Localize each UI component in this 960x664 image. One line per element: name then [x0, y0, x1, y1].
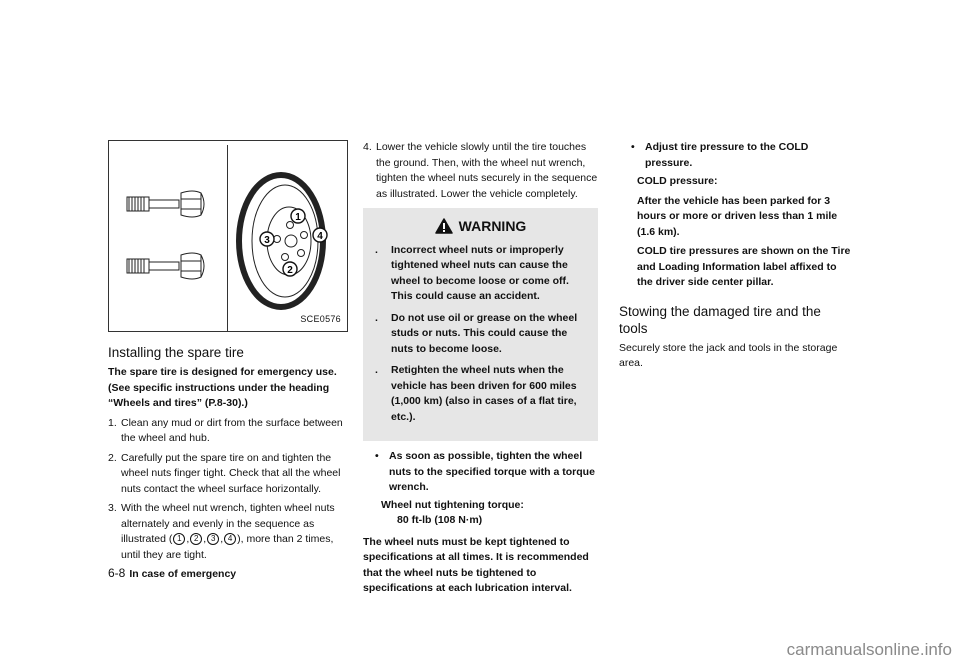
tightened-paragraph: The wheel nuts must be kept tightened to specifications at all times. It is recommended that the wheel nuts be tightened to specifications at each lubrication interval. — [363, 535, 589, 594]
column-1 — [108, 140, 348, 567]
lug-bolt-icon — [127, 259, 179, 273]
circle-num-4: 4 — [224, 533, 236, 545]
column-2 — [363, 140, 598, 601]
circle-num-2: 2 — [190, 533, 202, 545]
step-1: 1. Clean any mud or dirt from the surface between the wheel and hub. — [108, 416, 348, 447]
step-text: Lower the vehicle slowly until the tire touches the ground. Then, with the wheel nut wrench, tighten the wheel nuts securely in the sequence as illustrated. Lower the vehicle completely. — [376, 141, 598, 200]
svg-text:2: 2 — [287, 265, 293, 276]
section-title-stowing: Stowing the damaged tire and the tools — [619, 303, 821, 336]
lug-callout-3 — [260, 232, 274, 246]
warning-item: . Do not use oil or grease on the wheel studs or nuts. This could cause the nuts to become loose. — [375, 311, 578, 355]
step-3: 3. With the wheel nut wrench, tighten wheel nuts alternately and evenly in the sequence as illustrated ( 1 , 2 , 3 , 4 ), more than 2 times, until they are tight. — [108, 501, 348, 563]
cold-definition: After the vehicle has been parked for 3 hours or more or driven less than 1 mile (1.6 km). — [637, 194, 838, 238]
wheel-icon — [239, 175, 323, 307]
lug-nut-icon — [181, 191, 204, 217]
step-text: Clean any mud or dirt from the surface between the wheel and hub. — [121, 416, 343, 444]
warning-item: . Retighten the wheel nuts when the vehicle has been driven for 600 miles (1,000 km) (also in cases of a flat tire, etc.). — [375, 364, 577, 423]
figure-code: SCE0576 — [300, 313, 341, 324]
cold-label: COLD pressure: — [637, 175, 718, 187]
warning-box — [363, 208, 598, 441]
cold-note: COLD tire pressures are shown on the Tire and Loading Information label affixed to the driver side center pillar. — [637, 245, 851, 288]
circle-num-1: 1 — [173, 533, 185, 545]
torque-label: Wheel nut tightening torque: — [381, 498, 524, 511]
section-title-installing: Installing the spare tire — [108, 345, 244, 360]
svg-text:4: 4 — [317, 231, 323, 242]
lug-callout-4 — [313, 228, 327, 242]
page-number: 6-8 — [108, 566, 126, 580]
warning-title: WARNING — [458, 218, 527, 234]
lug-callout-2 — [283, 262, 297, 276]
torque-bullet: • As soon as possible, tighten the wheel nuts to the specified torque with a torque wrench. — [375, 450, 595, 493]
circle-num-3: 3 — [207, 533, 219, 545]
step-4: 4. Lower the vehicle slowly until the tire touches the ground. Then, with the wheel nut wrench, tighten the wheel nuts securely in the sequence as illustrated. Lower the vehicle completely. — [363, 140, 598, 202]
tire-figure — [108, 140, 348, 332]
page-footer — [108, 566, 236, 580]
wheel-nut-illustration — [109, 141, 347, 331]
footer-section: In case of emergency — [129, 568, 237, 580]
torque-value: 80 ft-lb (108 N·m) — [397, 514, 483, 526]
lug-nut-icon — [181, 253, 204, 279]
svg-text:3: 3 — [264, 235, 270, 246]
cold-pressure-bullet: • Adjust tire pressure to the COLD pressure. — [631, 141, 809, 169]
intro-text: The spare tire is designed for emergency use. (See specific instructions under the heading “Wheels and tires” (P.8-30).) — [108, 366, 337, 409]
watermark: carmanualsonline.info — [786, 640, 952, 659]
column-3 — [619, 140, 853, 376]
warning-triangle-icon — [435, 218, 453, 234]
step-text: Carefully put the spare tire on and tighten the wheel nuts finger tight. Check that all the wheel nuts contact the wheel surface horizontally. — [121, 451, 341, 495]
figure-divider — [227, 145, 228, 331]
lug-callout-1 — [291, 209, 305, 223]
warning-header — [373, 218, 588, 235]
warning-item: . Incorrect wheel nuts or improperly tightened wheel nuts can cause the wheel to become loose or come off. This could cause an accident. — [375, 243, 569, 302]
lug-bolt-icon — [127, 197, 179, 211]
step-text: With the wheel nut wrench, tighten wheel nuts alternately and evenly in the sequence as illustrated ( 1 , 2 , 3 , 4 ), more than 2 times, until they are tight. — [121, 502, 335, 561]
stowing-text: Securely store the jack and tools in the storage area. — [619, 341, 838, 369]
svg-text:1: 1 — [295, 212, 301, 223]
step-2: 2. Carefully put the spare tire on and tighten the wheel nuts finger tight. Check that all the wheel nuts contact the wheel surface horizontally. — [108, 451, 348, 498]
